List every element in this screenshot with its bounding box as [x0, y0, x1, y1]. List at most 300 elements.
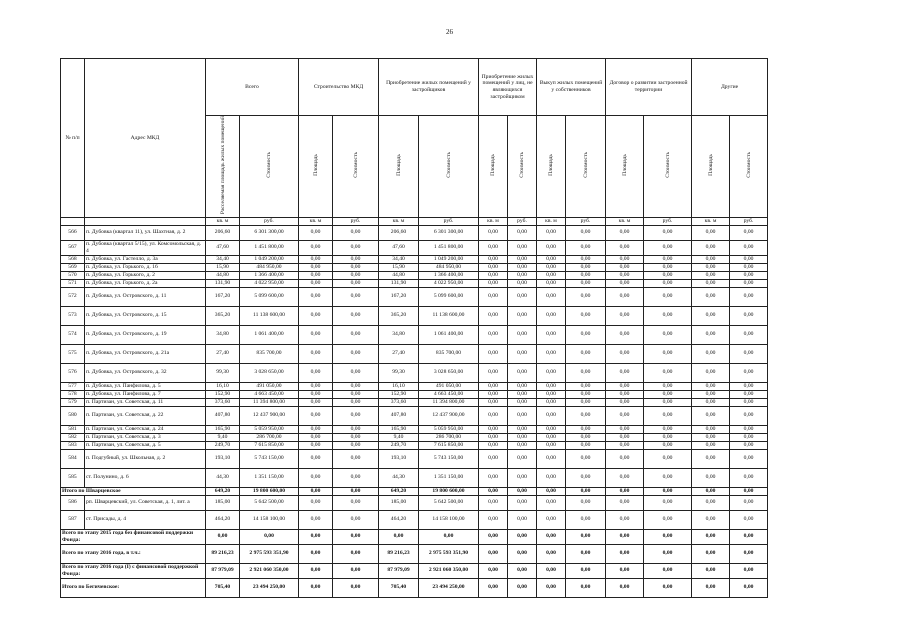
- row-value: 0,00: [644, 529, 692, 544]
- row-value: 0,00: [566, 529, 606, 544]
- table-row: [61, 240, 844, 255]
- row-value: 0,00: [566, 398, 606, 406]
- row-value: 2 921 060 350,00: [419, 563, 479, 578]
- header-sub-cell: [730, 116, 768, 218]
- row-value: 0,00: [537, 255, 566, 263]
- row-total-label: Всего по этапу 2016 года, в т.ч.:: [61, 544, 206, 563]
- row-value: 0,00: [730, 468, 768, 487]
- row-value: 34,40: [206, 255, 240, 263]
- header-sub-cell: [566, 116, 606, 218]
- row-value: 165,90: [206, 425, 240, 433]
- row-value: 0,00: [508, 344, 537, 363]
- row-value: 0,00: [692, 382, 730, 390]
- row-value: 0,00: [730, 325, 768, 344]
- row-value: 0,00: [692, 433, 730, 441]
- header-sub-label: Стоимость: [745, 152, 752, 178]
- row-value: 0,00: [333, 240, 379, 255]
- row-value: 491 050,00: [240, 382, 299, 390]
- row-value: 0,00: [644, 255, 692, 263]
- row-value: 0,00: [692, 287, 730, 306]
- row-value: 0,00: [606, 279, 644, 287]
- row-address: п. Партизан, ул. Советская, д. 22: [85, 406, 206, 425]
- row-value: 0,00: [333, 382, 379, 390]
- row-value: 0,00: [730, 449, 768, 468]
- row-value: 0,00: [299, 382, 333, 390]
- row-value: 0,00: [537, 398, 566, 406]
- row-value: 0,00: [606, 578, 644, 597]
- row-value: 0,00: [299, 306, 333, 325]
- row-value: 0,00: [537, 279, 566, 287]
- row-value: 0,00: [479, 287, 508, 306]
- row-value: 0,00: [479, 240, 508, 255]
- row-value: 11 394 800,00: [419, 398, 479, 406]
- row-value: 491 050,00: [419, 382, 479, 390]
- row-value: 0,00: [606, 240, 644, 255]
- row-value: 5 642 500,00: [240, 495, 299, 510]
- row-value: 0,00: [730, 578, 768, 597]
- row-value: 206,60: [206, 225, 240, 240]
- unit-cell: кв. м: [206, 217, 240, 225]
- row-value: 0,00: [644, 306, 692, 325]
- row-value: 19 800 600,00: [240, 487, 299, 495]
- row-number: 572: [61, 287, 85, 306]
- row-number: 584: [61, 449, 85, 468]
- table-row: [61, 544, 844, 563]
- row-value: 0,00: [508, 425, 537, 433]
- row-value: 12 437 900,00: [419, 406, 479, 425]
- row-value: 5 642 500,00: [419, 495, 479, 510]
- row-value: 0,00: [508, 510, 537, 529]
- row-value: 0,00: [537, 287, 566, 306]
- row-value: 0,00: [333, 390, 379, 398]
- row-value: 649,20: [206, 487, 240, 495]
- row-value: 0,00: [606, 263, 644, 271]
- row-total-label: Итого по Бегичевское:: [61, 578, 206, 597]
- row-address: п. Дубовка, ул. Островского, д. 11: [85, 287, 206, 306]
- table-row: [61, 363, 844, 382]
- row-value: 0,00: [508, 255, 537, 263]
- row-value: 0,00: [566, 344, 606, 363]
- unit-cell: кв. м: [692, 217, 730, 225]
- row-value: 0,00: [479, 433, 508, 441]
- row-value: 89 216,23: [206, 544, 240, 563]
- row-value: 0,00: [508, 382, 537, 390]
- row-value: 15,90: [206, 263, 240, 271]
- row-value: 0,00: [537, 325, 566, 344]
- row-number: 566: [61, 225, 85, 240]
- row-value: 0,00: [479, 363, 508, 382]
- row-value: 0,00: [644, 363, 692, 382]
- row-value: 0,00: [692, 398, 730, 406]
- row-value: 5 099 600,00: [419, 287, 479, 306]
- row-value: 0,00: [692, 529, 730, 544]
- table-row: [61, 263, 844, 271]
- row-address: ст. Присады, д. 4: [85, 510, 206, 529]
- row-value: 0,00: [692, 468, 730, 487]
- row-value: 835 700,00: [240, 344, 299, 363]
- row-value: 0,00: [606, 225, 644, 240]
- row-number: 583: [61, 441, 85, 449]
- row-value: 0,00: [730, 529, 768, 544]
- row-value: 87 979,09: [379, 563, 419, 578]
- header-sub-cell: [299, 116, 333, 218]
- row-value: 0,00: [333, 271, 379, 279]
- table-row: [61, 306, 844, 325]
- row-value: 0,00: [299, 495, 333, 510]
- row-value: 0,00: [333, 433, 379, 441]
- row-value: 0,00: [479, 441, 508, 449]
- table-row: [61, 495, 844, 510]
- row-value: 0,00: [566, 390, 606, 398]
- row-value: 0,00: [299, 433, 333, 441]
- row-value: 0,00: [479, 271, 508, 279]
- row-value: 165,90: [379, 425, 419, 433]
- unit-cell: кв. м: [537, 217, 566, 225]
- row-value: 0,00: [606, 433, 644, 441]
- row-value: 11 138 600,00: [240, 306, 299, 325]
- header-sub-cell: [240, 116, 299, 218]
- row-value: 1 061 400,00: [240, 325, 299, 344]
- row-value: 0,00: [479, 544, 508, 563]
- row-value: 27,40: [379, 344, 419, 363]
- row-value: 16,10: [379, 382, 419, 390]
- row-value: 0,00: [566, 487, 606, 495]
- header-group: Другие: [692, 59, 768, 116]
- row-value: 249,70: [206, 441, 240, 449]
- table-row: [61, 510, 844, 529]
- row-value: 2 921 060 350,00: [240, 563, 299, 578]
- header-sub-cell: [606, 116, 644, 218]
- table-row: [61, 287, 844, 306]
- row-value: 0,00: [333, 578, 379, 597]
- unit-cell: руб.: [730, 217, 768, 225]
- row-value: 0,00: [730, 398, 768, 406]
- row-number: 568: [61, 255, 85, 263]
- unit-cell: руб.: [419, 217, 479, 225]
- header-sub-label: Площадь: [490, 154, 497, 176]
- row-value: 0,00: [333, 441, 379, 449]
- row-address: п. Дубовка, ул. Островского, д. 21а: [85, 344, 206, 363]
- row-value: 47,60: [379, 240, 419, 255]
- row-value: 0,00: [644, 325, 692, 344]
- table-row: [61, 487, 844, 495]
- row-value: 5 059 950,00: [419, 425, 479, 433]
- header-sub-label: Расселяемая площадь жилых помещений: [219, 116, 226, 215]
- row-value: 0,00: [606, 325, 644, 344]
- row-value: 1 351 150,00: [419, 468, 479, 487]
- row-value: 0,00: [644, 398, 692, 406]
- row-value: 0,00: [299, 406, 333, 425]
- row-value: 0,00: [479, 390, 508, 398]
- row-value: 0,00: [606, 495, 644, 510]
- row-value: 4 663 450,00: [240, 390, 299, 398]
- row-value: 14 158 100,00: [419, 510, 479, 529]
- row-value: 34,80: [379, 325, 419, 344]
- row-value: 87 979,09: [206, 563, 240, 578]
- row-value: 0,00: [644, 441, 692, 449]
- row-value: 0,00: [333, 263, 379, 271]
- row-value: 0,00: [479, 468, 508, 487]
- row-value: 0,00: [692, 263, 730, 271]
- row-value: 0,00: [333, 287, 379, 306]
- row-value: 0,00: [508, 578, 537, 597]
- row-value: 0,00: [692, 240, 730, 255]
- row-value: 0,00: [508, 544, 537, 563]
- header-group: Выкуп жилых помещений у собственников: [537, 59, 606, 116]
- row-value: 3 028 650,00: [240, 363, 299, 382]
- row-value: 0,00: [333, 495, 379, 510]
- row-value: 89 216,23: [379, 544, 419, 563]
- header-sub-label: Площадь: [548, 154, 555, 176]
- row-total-label: Итого по Шварцевское: [61, 487, 206, 495]
- table-row: [61, 449, 844, 468]
- row-value: 0,00: [299, 487, 333, 495]
- row-value: 0,00: [333, 398, 379, 406]
- row-value: 0,00: [537, 441, 566, 449]
- row-value: 0,00: [537, 425, 566, 433]
- row-value: 0,00: [566, 441, 606, 449]
- header-sub-label: Площадь: [707, 154, 714, 176]
- row-value: 0,00: [537, 406, 566, 425]
- row-value: 44,30: [206, 468, 240, 487]
- row-value: 44,80: [379, 271, 419, 279]
- row-value: 0,00: [692, 510, 730, 529]
- row-value: 0,00: [606, 287, 644, 306]
- header-sub-label: Площадь: [395, 154, 402, 176]
- table-row: [61, 279, 844, 287]
- row-value: 0,00: [566, 425, 606, 433]
- header-sub-cell: [379, 116, 419, 218]
- row-value: 0,00: [566, 406, 606, 425]
- row-number: 575: [61, 344, 85, 363]
- row-value: 193,10: [379, 449, 419, 468]
- row-total-label: Всего по этапу 2016 года (I) с финансовой поддержкой Фонда:: [61, 563, 206, 578]
- unit-cell: руб.: [566, 217, 606, 225]
- row-value: 0,00: [606, 398, 644, 406]
- row-value: 0,00: [644, 495, 692, 510]
- row-value: 0,00: [606, 563, 644, 578]
- row-value: 0,00: [419, 529, 479, 544]
- row-value: 0,00: [730, 279, 768, 287]
- row-value: 0,00: [299, 225, 333, 240]
- row-value: 0,00: [606, 382, 644, 390]
- row-value: 0,00: [692, 390, 730, 398]
- row-value: 0,00: [508, 363, 537, 382]
- header-sub-label: Стоимость: [266, 152, 272, 178]
- row-number: 582: [61, 433, 85, 441]
- row-address: п. Дубовка, ул. Панфилова, д. 5: [85, 382, 206, 390]
- header-sub-cell: [537, 116, 566, 218]
- header-sub-cell: [206, 116, 240, 218]
- row-value: 464,20: [206, 510, 240, 529]
- row-number: 585: [61, 468, 85, 487]
- row-address: п. Дубовка, ул. Панфилова, д. 7: [85, 390, 206, 398]
- row-value: 0,00: [644, 468, 692, 487]
- row-value: 0,00: [644, 279, 692, 287]
- header-sub-cell: [692, 116, 730, 218]
- row-value: 0,00: [333, 449, 379, 468]
- header-sub-label: Стоимость: [445, 152, 452, 178]
- row-value: 0,00: [299, 578, 333, 597]
- row-value: 0,00: [299, 529, 333, 544]
- row-value: 0,00: [730, 495, 768, 510]
- row-value: 0,00: [692, 425, 730, 433]
- row-value: 4 022 950,00: [240, 279, 299, 287]
- row-value: 1 366 400,00: [419, 271, 479, 279]
- row-value: 0,00: [730, 255, 768, 263]
- row-value: 193,10: [206, 449, 240, 468]
- row-value: 373,60: [206, 398, 240, 406]
- row-value: 0,00: [692, 441, 730, 449]
- row-value: 0,00: [537, 225, 566, 240]
- row-value: 0,00: [606, 344, 644, 363]
- row-value: 0,00: [692, 495, 730, 510]
- row-value: 0,00: [537, 468, 566, 487]
- row-value: 407,80: [206, 406, 240, 425]
- row-value: 23 494 250,00: [240, 578, 299, 597]
- row-value: 0,00: [566, 306, 606, 325]
- row-value: 0,00: [333, 468, 379, 487]
- row-address: п. Дубовка, ул. Островского, д. 15: [85, 306, 206, 325]
- row-number: 569: [61, 263, 85, 271]
- row-value: 15,90: [379, 263, 419, 271]
- row-value: 286 700,00: [240, 433, 299, 441]
- row-value: 0,00: [299, 544, 333, 563]
- row-value: 0,00: [508, 279, 537, 287]
- row-value: 0,00: [730, 382, 768, 390]
- row-value: 5 743 150,00: [419, 449, 479, 468]
- row-value: 0,00: [692, 225, 730, 240]
- row-value: 19 800 600,00: [419, 487, 479, 495]
- row-address: п. Дубовка, ул. Островского, д. 32: [85, 363, 206, 382]
- row-value: 0,00: [508, 398, 537, 406]
- header-group: Строительство МКД: [299, 59, 379, 116]
- row-value: 3 028 650,00: [419, 363, 479, 382]
- row-value: 0,00: [299, 263, 333, 271]
- row-value: 0,00: [566, 271, 606, 279]
- row-value: 0,00: [730, 563, 768, 578]
- table-row: [61, 406, 844, 425]
- row-value: 7 615 850,00: [419, 441, 479, 449]
- row-value: 0,00: [299, 279, 333, 287]
- row-value: 0,00: [537, 344, 566, 363]
- row-value: 0,00: [566, 225, 606, 240]
- row-value: 0,00: [644, 382, 692, 390]
- table-row: [61, 468, 844, 487]
- header-sub-label: Стоимость: [352, 152, 359, 178]
- row-value: 373,60: [379, 398, 419, 406]
- row-value: 0,00: [206, 529, 240, 544]
- row-value: 0,00: [644, 433, 692, 441]
- header-sub-label: Площадь: [312, 154, 319, 176]
- row-value: 249,70: [379, 441, 419, 449]
- row-value: 14 158 100,00: [240, 510, 299, 529]
- row-number: 580: [61, 406, 85, 425]
- row-value: 0,00: [479, 487, 508, 495]
- row-value: 0,00: [333, 325, 379, 344]
- row-value: 649,20: [379, 487, 419, 495]
- row-value: 9,40: [206, 433, 240, 441]
- row-value: 1 049 200,00: [240, 255, 299, 263]
- row-value: 0,00: [644, 449, 692, 468]
- row-address: п. Дубовка, ул. Горького, д. 2: [85, 271, 206, 279]
- row-value: 0,00: [508, 449, 537, 468]
- row-value: 44,30: [379, 468, 419, 487]
- row-value: 0,00: [606, 271, 644, 279]
- row-value: 0,00: [479, 325, 508, 344]
- row-value: 0,00: [508, 468, 537, 487]
- row-value: 185,00: [206, 495, 240, 510]
- row-value: 0,00: [730, 306, 768, 325]
- table-row: [61, 441, 844, 449]
- row-value: 44,80: [206, 271, 240, 279]
- row-value: 131,90: [379, 279, 419, 287]
- row-value: 0,00: [644, 263, 692, 271]
- row-value: 0,00: [479, 529, 508, 544]
- row-value: 0,00: [508, 263, 537, 271]
- row-value: 0,00: [333, 306, 379, 325]
- row-value: 0,00: [333, 510, 379, 529]
- row-value: 0,00: [644, 487, 692, 495]
- row-value: 0,00: [730, 390, 768, 398]
- row-value: 0,00: [379, 529, 419, 544]
- unit-cell: руб.: [333, 217, 379, 225]
- row-value: 2 975 593 351,90: [240, 544, 299, 563]
- unit-cell: руб.: [644, 217, 692, 225]
- row-number: 587: [61, 510, 85, 529]
- table-row: [61, 344, 844, 363]
- header-sub-label: Площадь: [621, 154, 628, 176]
- row-address: п. Дубовка (квартал 5/15), ул. Комсомольская, д. 4: [85, 240, 206, 255]
- row-value: 0,00: [692, 255, 730, 263]
- row-value: 0,00: [537, 382, 566, 390]
- row-number: 581: [61, 425, 85, 433]
- row-value: 0,00: [644, 344, 692, 363]
- row-value: 0,00: [240, 529, 299, 544]
- row-value: 0,00: [644, 510, 692, 529]
- row-value: 0,00: [692, 487, 730, 495]
- row-value: 0,00: [508, 240, 537, 255]
- row-number: 571: [61, 279, 85, 287]
- row-value: 0,00: [566, 563, 606, 578]
- row-value: 0,00: [479, 563, 508, 578]
- row-value: 9,40: [379, 433, 419, 441]
- row-value: 0,00: [479, 225, 508, 240]
- row-value: 0,00: [299, 441, 333, 449]
- row-number: 586: [61, 495, 85, 510]
- row-value: 0,00: [730, 363, 768, 382]
- row-value: 0,00: [537, 306, 566, 325]
- row-value: 286 700,00: [419, 433, 479, 441]
- row-value: 0,00: [508, 271, 537, 279]
- row-value: 0,00: [566, 495, 606, 510]
- row-value: 1 451 800,00: [419, 240, 479, 255]
- header-sub-label: Стоимость: [664, 152, 671, 178]
- row-value: 0,00: [479, 406, 508, 425]
- row-value: 0,00: [299, 510, 333, 529]
- row-value: 34,80: [206, 325, 240, 344]
- row-value: 0,00: [299, 271, 333, 279]
- row-address: п. Дубовка (квартал 11), ул. Шахтная, д. 2: [85, 225, 206, 240]
- row-value: 0,00: [692, 325, 730, 344]
- table-row: [61, 578, 844, 597]
- row-value: 0,00: [299, 240, 333, 255]
- row-value: 0,00: [730, 344, 768, 363]
- row-value: 0,00: [566, 240, 606, 255]
- row-value: 206,60: [379, 225, 419, 240]
- row-value: 0,00: [644, 271, 692, 279]
- row-number: 579: [61, 398, 85, 406]
